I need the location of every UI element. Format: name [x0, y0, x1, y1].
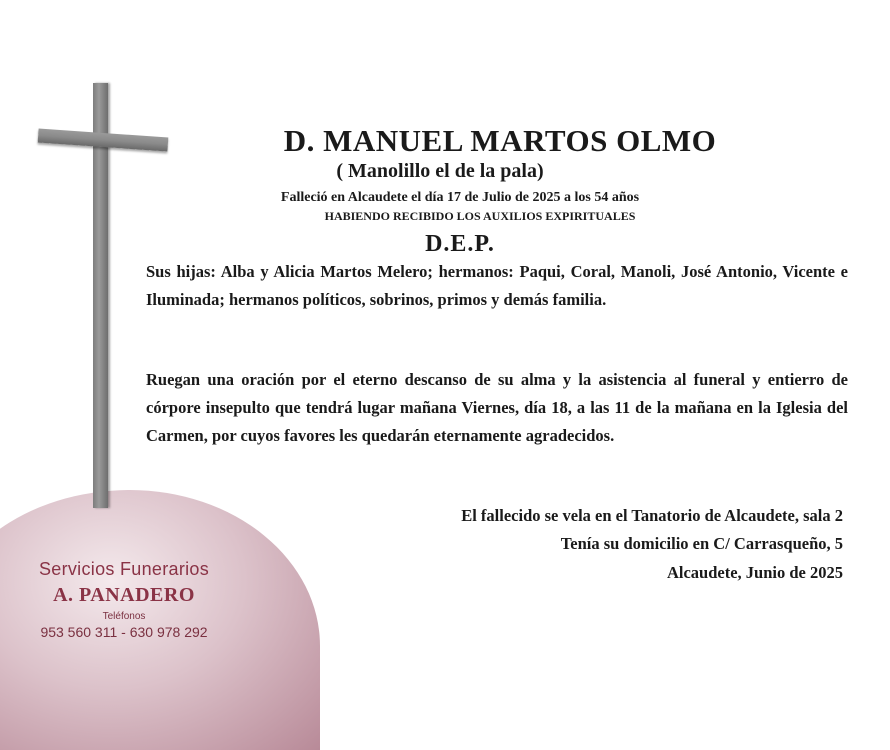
funeral-home-name: A. PANADERO — [53, 584, 195, 606]
funeral-home-title: Servicios Funerarios — [38, 559, 210, 579]
deceased-nickname: ( Manolillo el de la pala) — [336, 160, 544, 182]
wake-location: El fallecido se vela en el Tanatorio de Alcaudete, sala 2 — [461, 506, 843, 525]
death-details: Falleció en Alcaudete el día 17 de Julio de 2025 a los 54 años — [280, 190, 640, 205]
rip-heading: D.E.P. — [425, 231, 495, 257]
funeral-home-phones-label: Teléfonos — [102, 611, 146, 622]
family-paragraph: Sus hijas: Alba y Alicia Martos Melero; hermanos: Paqui, Coral, Manoli, José Antonio, Vicente e Iluminada; hermanos políticos, sobrinos, primos y demás familia. — [146, 262, 848, 309]
home-address: Tenía su domicilio en C/ Carrasqueño, 5 — [560, 534, 843, 553]
sacraments-line: HABIENDO RECIBIDO LOS AUXILIOS EXPIRITUALES — [324, 209, 636, 223]
funeral-home-phones: 953 560 311 - 630 978 292 — [40, 624, 208, 640]
request-paragraph: Ruegan una oración por el eterno descanso de su alma y la asistencia al funeral y entierro de córpore insepulto que tendrá lugar mañana Viernes, día 18, a las 11 de la mañana en la Iglesia del Carmen, por cuyos favores les quedarán eternamente agradecidos. — [146, 370, 848, 445]
place-date: Alcaudete, Junio de 2025 — [666, 563, 843, 582]
deceased-name: D. MANUEL MARTOS OLMO — [283, 123, 717, 158]
